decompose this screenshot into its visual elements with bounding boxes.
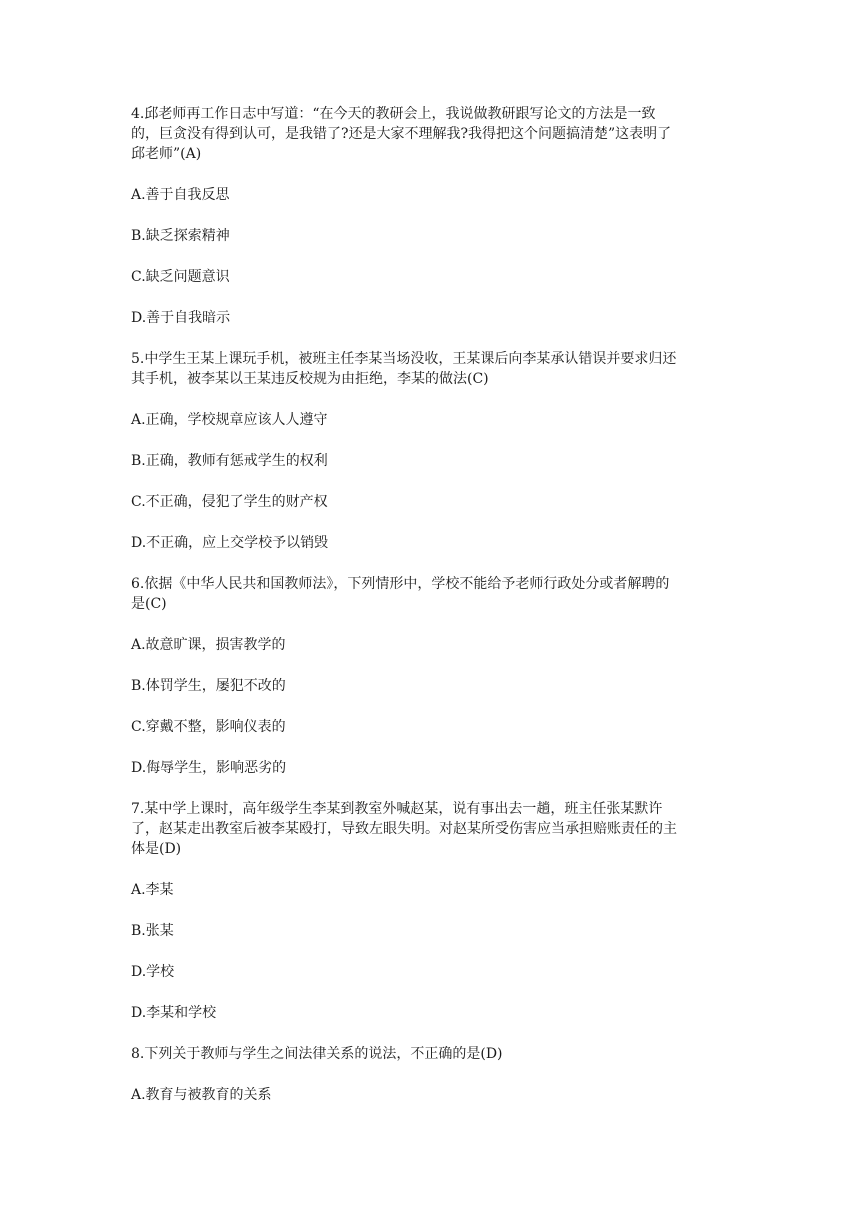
question-text-line: 6.依据《中华人民共和国教师法》，下列情形中，学校不能给予老师行政处分或者解聘的: [131, 576, 670, 592]
question-text-line: 体是(D): [131, 841, 182, 857]
option-a: A.正确，学校规章应该人人遵守: [131, 412, 328, 428]
question-text-line: 5.中学生王某上课玩手机，被班主任李某当场没收，王某课后向李某承认错误并要求归还: [131, 351, 677, 367]
question-4: [131, 104, 741, 328]
question-stem: [131, 1044, 741, 1064]
option-b: B.张某: [131, 923, 174, 939]
question-stem: [131, 799, 741, 859]
option-b: B.正确，教师有惩戒学生的权利: [131, 453, 328, 469]
question-text-line: 4.邱老师再工作日志中写道：“在今天的教研会上，我说做教研跟写论文的方法是一致: [131, 106, 656, 122]
question-text-line: 邱老师”(A): [131, 146, 202, 162]
question-5: [131, 349, 741, 553]
question-text-line: 8.下列关于教师与学生之间法律关系的说法，不正确的是(D): [131, 1046, 503, 1062]
option-b: B.缺乏探索精神: [131, 228, 230, 244]
question-text-line: 其手机，被李某以王某违反校规为由拒绝，李某的做法(C): [131, 371, 489, 387]
option-d: D.侮辱学生，影响恶劣的: [131, 760, 287, 776]
option-b: B.体罚学生，屡犯不改的: [131, 678, 286, 694]
option-c: C.缺乏问题意识: [131, 269, 230, 285]
question-stem: [131, 349, 741, 389]
option-c: C.不正确，侵犯了学生的财产权: [131, 494, 328, 510]
option-d: D.李某和学校: [131, 1005, 217, 1021]
option-d: D.善于自我暗示: [131, 310, 231, 326]
question-8: [131, 1044, 741, 1105]
option-a: A.教育与被教育的关系: [131, 1087, 272, 1103]
document-page: [131, 104, 741, 1126]
option-d: D.不正确，应上交学校予以销毁: [131, 535, 329, 551]
question-7: [131, 799, 741, 1023]
question-text-line: 是(C): [131, 596, 167, 612]
question-stem: [131, 574, 741, 614]
question-text-line: 了，赵某走出教室后被李某殴打，导致左眼失明。对赵某所受伤害应当承担赔账责任的主: [131, 821, 677, 837]
option-a: A.善于自我反思: [131, 187, 230, 203]
option-a: A.李某: [131, 882, 174, 898]
question-stem: [131, 104, 741, 164]
question-6: [131, 574, 741, 778]
question-text-line: 的，巨贪没有得到认可，是我错了?还是大家不理解我?我得把这个问题搞清楚”这表明了: [131, 126, 672, 142]
option-c: D.学校: [131, 964, 175, 980]
option-c: C.穿戴不整，影响仪表的: [131, 719, 286, 735]
option-a: A.故意旷课，损害教学的: [131, 637, 286, 653]
question-text-line: 7.某中学上课时，高年级学生李某到教室外喊赵某，说有事出去一趟，班主任张某默许: [131, 801, 663, 817]
